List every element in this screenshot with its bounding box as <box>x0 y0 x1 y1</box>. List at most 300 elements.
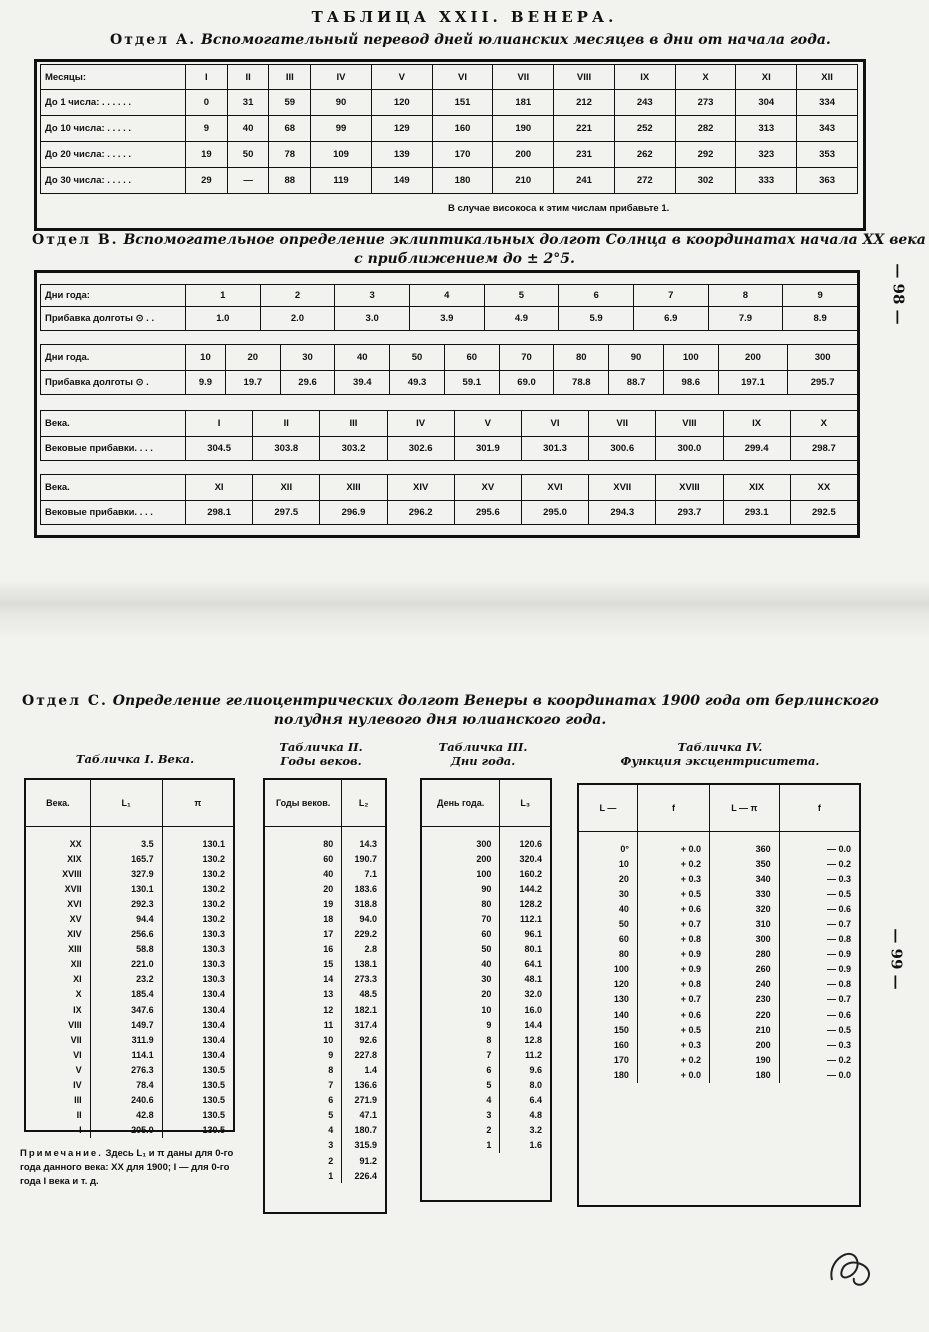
eccentricity-table-cell: + 0.7 <box>637 916 709 931</box>
t4-title <box>580 740 860 768</box>
centuries-table-cell: 114.1 <box>90 1047 162 1062</box>
centuries-table-cell: 327.9 <box>90 866 162 881</box>
centuries-table-cell: IX <box>26 1002 90 1017</box>
section-b-title: Вспомогательное определение эклиптикальных долгот Солнца в координатах начала XX века <box>123 232 926 248</box>
eccentricity-table-col-header: f <box>779 785 859 832</box>
days-table-cell: 16.0 <box>524 1004 542 1015</box>
eccentricity-table-cell: — 0.6 <box>826 903 851 914</box>
page-number-99: — 99 — <box>887 928 906 990</box>
centuries-table-col-header: Века. <box>26 780 90 827</box>
years-table-cell: 94.0 <box>359 914 377 925</box>
solar-tens-header: 90 <box>609 345 664 371</box>
years-table-cell: 4 <box>265 1123 342 1138</box>
centuries-1-value: 300.0 <box>656 437 723 461</box>
eccentricity-table-cell: 130 <box>579 992 637 1007</box>
eccentricity-table-cell: — 0.2 <box>826 1054 851 1065</box>
years-table-cell: 1.4 <box>364 1064 377 1075</box>
years-table-cell: 2.8 <box>364 944 377 955</box>
month-header-11: XI <box>736 65 797 90</box>
centuries-1-value: 303.8 <box>253 437 320 461</box>
solar-days-header: 1 <box>186 285 261 307</box>
days-table-cell: 100 <box>422 866 500 881</box>
centuries-1-header: V <box>454 411 521 437</box>
month-header-2: II <box>227 65 269 90</box>
years-table-cell: 14 <box>265 972 342 987</box>
centuries-table-cell: 78.4 <box>90 1078 162 1093</box>
month-day-value: 200 <box>493 142 554 168</box>
eccentricity-table-cell: + 0.8 <box>637 932 709 947</box>
month-day-value: 353 <box>797 142 858 168</box>
days-box <box>420 778 552 1202</box>
centuries-table-cell: 130.5 <box>202 1095 225 1106</box>
years-table-cell: 60 <box>265 851 342 866</box>
month-day-value: 334 <box>797 90 858 116</box>
page-gutter <box>0 580 929 640</box>
centuries-longitudes-table <box>26 780 233 1138</box>
handwritten-mark <box>822 1240 882 1290</box>
days-table-cell: 2 <box>422 1123 500 1138</box>
month-day-value: 90 <box>311 90 372 116</box>
centuries-1-value: 300.6 <box>589 437 656 461</box>
centuries-table-col-header: π <box>162 780 233 827</box>
years-table-cell: 317.4 <box>354 1019 377 1030</box>
eccentricity-table-cell: + 0.6 <box>637 901 709 916</box>
years-table-cell: 318.8 <box>354 898 377 909</box>
years-table-cell: 15 <box>265 957 342 972</box>
centuries-table-cell: XVI <box>26 896 90 911</box>
eccentricity-table-cell: + 0.9 <box>637 947 709 962</box>
eccentricity-box <box>577 783 861 1207</box>
centuries-2-value: 298.1 <box>186 501 253 525</box>
centuries-table-cell: 311.9 <box>90 1032 162 1047</box>
solar-tens-value: 19.7 <box>225 371 280 395</box>
month-day-value: 99 <box>311 116 372 142</box>
month-day-value: 210 <box>493 168 554 194</box>
centuries-1-header: II <box>253 411 320 437</box>
years-table-cell: 12 <box>265 1002 342 1017</box>
solar-days-row-label: Прибавка долготы ⊙ . . <box>41 307 186 331</box>
month-day-value: 170 <box>432 142 493 168</box>
month-day-value: 78 <box>269 142 311 168</box>
centuries-2-header: XX <box>790 475 857 501</box>
solar-tens-value: 88.7 <box>609 371 664 395</box>
years-table-cell: 47.1 <box>359 1110 377 1121</box>
years-table-cell: 8 <box>265 1062 342 1077</box>
month-day-value: 282 <box>675 116 736 142</box>
days-table-cell: 6.4 <box>529 1095 542 1106</box>
days-table-cell: 8.0 <box>529 1080 542 1091</box>
centuries-table-cell: VI <box>26 1047 90 1062</box>
days-table-cell: 40 <box>422 957 500 972</box>
solar-days-header: 6 <box>559 285 634 307</box>
eccentricity-table-cell: + 0.3 <box>637 871 709 886</box>
years-table-cell: 10 <box>265 1032 342 1047</box>
eccentricity-table-cell: — 0.8 <box>826 934 851 945</box>
solar-days-value: 1.0 <box>186 307 261 331</box>
eccentricity-table-cell: 140 <box>579 1007 637 1022</box>
centuries-1-value: 304.5 <box>186 437 253 461</box>
months-corner: Месяцы: <box>41 65 186 90</box>
month-day-value: 139 <box>371 142 432 168</box>
centuries-1-header: VIII <box>656 411 723 437</box>
page-number-98: — 98 — <box>889 263 908 325</box>
centuries-table-cell: VII <box>26 1032 90 1047</box>
solar-tens-header: 70 <box>499 345 554 371</box>
eccentricity-table-cell: + 0.0 <box>637 832 709 857</box>
centuries-table-cell: 130.2 <box>202 868 225 879</box>
eccentricity-table-cell: + 0.6 <box>637 1007 709 1022</box>
month-day-value: 190 <box>493 116 554 142</box>
years-table-cell: 226.4 <box>354 1170 377 1181</box>
centuries-table-cell: 165.7 <box>90 851 162 866</box>
centuries-table-cell: 130.4 <box>202 989 225 1000</box>
centuries-table-cell: XIII <box>26 942 90 957</box>
solar-days-table <box>40 284 858 331</box>
centuries-table-cell: XI <box>26 972 90 987</box>
t3-title <box>418 740 548 768</box>
years-table-cell: 182.1 <box>354 1004 377 1015</box>
month-day-value: 333 <box>736 168 797 194</box>
eccentricity-table-cell: 180 <box>710 1067 780 1082</box>
days-table-cell: 1.6 <box>529 1140 542 1151</box>
centuries-2-row-label: Вековые прибавки. . . . <box>41 501 186 525</box>
month-day-value: 29 <box>186 168 228 194</box>
month-day-value: 363 <box>797 168 858 194</box>
days-table-cell: 6 <box>422 1062 500 1077</box>
days-table-cell: 30 <box>422 972 500 987</box>
centuries-table-cell: XVIII <box>26 866 90 881</box>
month-day-value: 323 <box>736 142 797 168</box>
eccentricity-table-cell: — 0.5 <box>826 888 851 899</box>
centuries-table-2 <box>40 474 858 525</box>
eccentricity-table-cell: — 0.0 <box>826 843 851 854</box>
days-table-cell: 144.2 <box>519 883 542 894</box>
month-day-value: — <box>227 168 269 194</box>
centuries-table-cell: 130.4 <box>202 1049 225 1060</box>
centuries-1-header: IV <box>387 411 454 437</box>
days-table-cell: 3.2 <box>529 1125 542 1136</box>
solar-tens-header: 100 <box>663 345 718 371</box>
years-table-col-header: L₂ <box>342 780 385 827</box>
eccentricity-table-cell: 340 <box>710 871 780 886</box>
centuries-table-cell: 130.2 <box>202 853 225 864</box>
eccentricity-table <box>579 785 859 1083</box>
eccentricity-table-cell: — 0.9 <box>826 964 851 975</box>
section-b-label: Отдел В. <box>32 232 119 248</box>
days-table-cell: 160.2 <box>519 868 542 879</box>
centuries-1-value: 302.6 <box>387 437 454 461</box>
section-c-heading <box>22 693 879 709</box>
centuries-table-col-header: L₁ <box>90 780 162 827</box>
month-day-value: 241 <box>554 168 615 194</box>
solar-days-value: 4.9 <box>484 307 559 331</box>
months-table <box>40 64 858 194</box>
centuries-1-header: VI <box>521 411 588 437</box>
centuries-2-header: XV <box>454 475 521 501</box>
centuries-2-value: 296.2 <box>387 501 454 525</box>
solar-days-header: 2 <box>260 285 335 307</box>
eccentricity-table-cell: — 0.9 <box>826 949 851 960</box>
days-table-cell: 32.0 <box>524 989 542 1000</box>
centuries-table-cell: 3.5 <box>90 827 162 852</box>
centuries-2-header: XI <box>186 475 253 501</box>
centuries-table-cell: 205.0 <box>90 1123 162 1138</box>
years-box <box>263 778 387 1214</box>
t2-title-line1: Табличка II. <box>279 740 363 754</box>
solar-days-header: 5 <box>484 285 559 307</box>
days-table-cell: 80 <box>422 896 500 911</box>
solar-tens-value: 9.9 <box>186 371 226 395</box>
eccentricity-table-cell: 310 <box>710 916 780 931</box>
section-c-title: Определение гелиоцентрических долгот Венеры в координатах 1900 года от берлинского <box>112 693 879 709</box>
eccentricity-table-cell: 170 <box>579 1052 637 1067</box>
centuries-2-value: 295.6 <box>454 501 521 525</box>
years-table-cell: 17 <box>265 927 342 942</box>
eccentricity-table-cell: 330 <box>710 886 780 901</box>
t2-title <box>262 740 380 768</box>
month-day-value: 50 <box>227 142 269 168</box>
solar-days-header: 7 <box>633 285 708 307</box>
month-day-value: 119 <box>311 168 372 194</box>
solar-days-header: 4 <box>409 285 484 307</box>
days-table-cell: 14.4 <box>524 1019 542 1030</box>
solar-tens-header: 300 <box>788 345 858 371</box>
solar-tens-value: 98.6 <box>663 371 718 395</box>
centuries-2-value: 296.9 <box>320 501 387 525</box>
eccentricity-table-cell: — 0.8 <box>826 979 851 990</box>
centuries-table-cell: 185.4 <box>90 987 162 1002</box>
days-table-cell: 4 <box>422 1093 500 1108</box>
centuries-table-cell: XVII <box>26 881 90 896</box>
month-day-value: 273 <box>675 90 736 116</box>
eccentricity-table-cell: 200 <box>710 1037 780 1052</box>
centuries-table-cell: 240.6 <box>90 1093 162 1108</box>
eccentricity-table-cell: 60 <box>579 932 637 947</box>
years-table-cell: 183.6 <box>354 883 377 894</box>
eccentricity-table-cell: 160 <box>579 1037 637 1052</box>
centuries-table-cell: XIX <box>26 851 90 866</box>
eccentricity-table-cell: 120 <box>579 977 637 992</box>
centuries-1-value: 301.9 <box>454 437 521 461</box>
eccentricity-table-cell: + 0.9 <box>637 962 709 977</box>
centuries-table-cell: 130.5 <box>202 1064 225 1075</box>
years-table-col-header: Годы веков. <box>265 780 342 827</box>
centuries-table-cell: 130.1 <box>202 838 225 849</box>
month-day-value: 343 <box>797 116 858 142</box>
years-table-cell: 14.3 <box>359 838 377 849</box>
month-header-7: VII <box>493 65 554 90</box>
centuries-2-header: XIX <box>723 475 790 501</box>
eccentricity-table-cell: 320 <box>710 901 780 916</box>
centuries-table-cell: 130.1 <box>90 881 162 896</box>
footnote-text: Здесь L₁ и π даны для 0-го года данного века: XX для 1900; I — для 0-го года I века и т. д. <box>20 1148 234 1187</box>
eccentricity-table-cell: — 0.0 <box>826 1069 851 1080</box>
centuries-table-cell: XV <box>26 911 90 926</box>
years-table-cell: 3 <box>265 1138 342 1153</box>
solar-days-header-label: Дни года: <box>41 285 186 307</box>
years-table-cell: 7.1 <box>364 868 377 879</box>
centuries-2-value: 293.7 <box>656 501 723 525</box>
section-b-heading <box>32 232 926 248</box>
centuries-table-cell: 130.4 <box>202 1004 225 1015</box>
eccentricity-table-cell: 50 <box>579 916 637 931</box>
t4-title-line2: Функция эксцентриситета. <box>620 754 820 768</box>
centuries-table-cell: X <box>26 987 90 1002</box>
solar-tens-header: 200 <box>718 345 788 371</box>
days-table-cell: 12.8 <box>524 1034 542 1045</box>
centuries-1-header-label: Века. <box>41 411 186 437</box>
eccentricity-table-cell: — 0.7 <box>826 994 851 1005</box>
month-day-value: 181 <box>493 90 554 116</box>
days-table-cell: 8 <box>422 1032 500 1047</box>
days-table-cell: 96.1 <box>524 929 542 940</box>
days-table-cell: 4.8 <box>529 1110 542 1121</box>
eccentricity-table-cell: + 0.7 <box>637 992 709 1007</box>
months-row-label: До 1 числа: . . . . . . <box>41 90 186 116</box>
eccentricity-table-cell: 350 <box>710 856 780 871</box>
month-day-value: 212 <box>554 90 615 116</box>
days-table-cell: 7 <box>422 1047 500 1062</box>
month-header-6: VI <box>432 65 493 90</box>
section-b-subtitle: с приближением до ± 2°5. <box>354 251 575 267</box>
eccentricity-table-cell: 230 <box>710 992 780 1007</box>
centuries-1-header: X <box>790 411 857 437</box>
centuries-box <box>24 778 235 1136</box>
days-table-col-header: L₃ <box>500 780 550 827</box>
eccentricity-table-cell: 190 <box>710 1052 780 1067</box>
eccentricity-table-cell: — 0.3 <box>826 1039 851 1050</box>
years-table-cell: 138.1 <box>354 959 377 970</box>
centuries-table-cell: 149.7 <box>90 1017 162 1032</box>
centuries-table-cell: 23.2 <box>90 972 162 987</box>
days-table-cell: 48.1 <box>524 974 542 985</box>
centuries-table-cell: 94.4 <box>90 911 162 926</box>
eccentricity-table-cell: 360 <box>710 832 780 857</box>
footnote <box>20 1147 250 1189</box>
month-day-value: 31 <box>227 90 269 116</box>
eccentricity-table-col-header: L — π <box>710 785 780 832</box>
month-day-value: 272 <box>614 168 675 194</box>
section-a-title: Вспомогательный перевод дней юлианских месяцев в дни от начала года. <box>201 32 831 48</box>
years-table-cell: 6 <box>265 1093 342 1108</box>
years-table-cell: 315.9 <box>354 1140 377 1151</box>
solar-days-value: 3.9 <box>409 307 484 331</box>
centuries-table-cell: 347.6 <box>90 1002 162 1017</box>
centuries-1-value: 301.3 <box>521 437 588 461</box>
months-row-label: До 20 числа: . . . . . <box>41 142 186 168</box>
centuries-table-cell: 130.3 <box>202 959 225 970</box>
days-table-cell: 70 <box>422 911 500 926</box>
eccentricity-table-cell: 280 <box>710 947 780 962</box>
eccentricity-table-cell: 210 <box>710 1022 780 1037</box>
solar-days-header: 8 <box>708 285 783 307</box>
days-table-cell: 320.4 <box>519 853 542 864</box>
years-table-cell: 2 <box>265 1153 342 1168</box>
centuries-1-row-label: Вековые прибавки. . . . <box>41 437 186 461</box>
centuries-table-cell: 130.2 <box>202 883 225 894</box>
months-row-label: До 10 числа: . . . . . <box>41 116 186 142</box>
eccentricity-table-cell: 40 <box>579 901 637 916</box>
centuries-2-header-label: Века. <box>41 475 186 501</box>
month-day-value: 88 <box>269 168 311 194</box>
days-table-cell: 120.6 <box>519 838 542 849</box>
days-table-cell: 50 <box>422 942 500 957</box>
days-table-cell: 11.2 <box>524 1049 542 1060</box>
centuries-table-cell: 256.6 <box>90 927 162 942</box>
eccentricity-table-cell: — 0.3 <box>826 873 851 884</box>
eccentricity-table-cell: 150 <box>579 1022 637 1037</box>
month-day-value: 40 <box>227 116 269 142</box>
eccentricity-table-cell: + 0.0 <box>637 1067 709 1082</box>
centuries-1-header: VII <box>589 411 656 437</box>
centuries-table-cell: 130.3 <box>202 974 225 985</box>
days-table-cell: 200 <box>422 851 500 866</box>
leap-year-note: В случае високоса к этим числам прибавьте 1. <box>448 203 670 214</box>
years-table-cell: 18 <box>265 911 342 926</box>
centuries-table-cell: XII <box>26 957 90 972</box>
month-header-12: XII <box>797 65 858 90</box>
days-table-cell: 5 <box>422 1078 500 1093</box>
eccentricity-table-cell: + 0.5 <box>637 886 709 901</box>
eccentricity-table-cell: — 0.5 <box>826 1024 851 1035</box>
page-title: ТАБЛИЦА XXII. ВЕНЕРА. <box>311 8 618 26</box>
solar-tens-value: 69.0 <box>499 371 554 395</box>
month-day-value: 302 <box>675 168 736 194</box>
centuries-table-1 <box>40 410 858 461</box>
centuries-table-cell: V <box>26 1062 90 1077</box>
centuries-1-value: 299.4 <box>723 437 790 461</box>
days-table-cell: 10 <box>422 1002 500 1017</box>
years-table-cell: 9 <box>265 1047 342 1062</box>
centuries-1-header: IX <box>723 411 790 437</box>
days-table-cell: 80.1 <box>524 944 542 955</box>
solar-tens-value: 295.7 <box>788 371 858 395</box>
solar-tens-header-label: Дни года. <box>41 345 186 371</box>
centuries-table-cell: 130.5 <box>202 1110 225 1121</box>
days-of-year-table <box>422 780 550 1153</box>
solar-tens-header: 30 <box>280 345 335 371</box>
eccentricity-table-cell: 300 <box>710 932 780 947</box>
month-day-value: 149 <box>371 168 432 194</box>
centuries-table-cell: 130.4 <box>202 1034 225 1045</box>
centuries-table-cell: 42.8 <box>90 1108 162 1123</box>
month-day-value: 160 <box>432 116 493 142</box>
centuries-table-cell: 130.4 <box>202 1019 225 1030</box>
years-table-cell: 5 <box>265 1108 342 1123</box>
centuries-2-value: 297.5 <box>253 501 320 525</box>
days-table-cell: 64.1 <box>524 959 542 970</box>
month-day-value: 313 <box>736 116 797 142</box>
centuries-table-cell: XX <box>26 827 90 852</box>
centuries-1-header: I <box>186 411 253 437</box>
years-table-cell: 7 <box>265 1078 342 1093</box>
solar-tens-header: 50 <box>390 345 445 371</box>
section-c-label: Отдел С. <box>22 693 108 709</box>
section-a-heading <box>110 32 831 48</box>
eccentricity-table-col-header: L — <box>579 785 637 832</box>
eccentricity-table-cell: — 0.2 <box>826 858 851 869</box>
month-day-value: 9 <box>186 116 228 142</box>
solar-tens-header: 10 <box>186 345 226 371</box>
t1-title: Табличка I. Века. <box>75 752 195 766</box>
solar-tens-header: 20 <box>225 345 280 371</box>
eccentricity-table-cell: — 0.6 <box>826 1009 851 1020</box>
month-day-value: 262 <box>614 142 675 168</box>
centuries-table-cell: 130.3 <box>202 929 225 940</box>
centuries-table-cell: 130.3 <box>202 944 225 955</box>
days-table-cell: 9 <box>422 1017 500 1032</box>
eccentricity-table-cell: 20 <box>579 871 637 886</box>
